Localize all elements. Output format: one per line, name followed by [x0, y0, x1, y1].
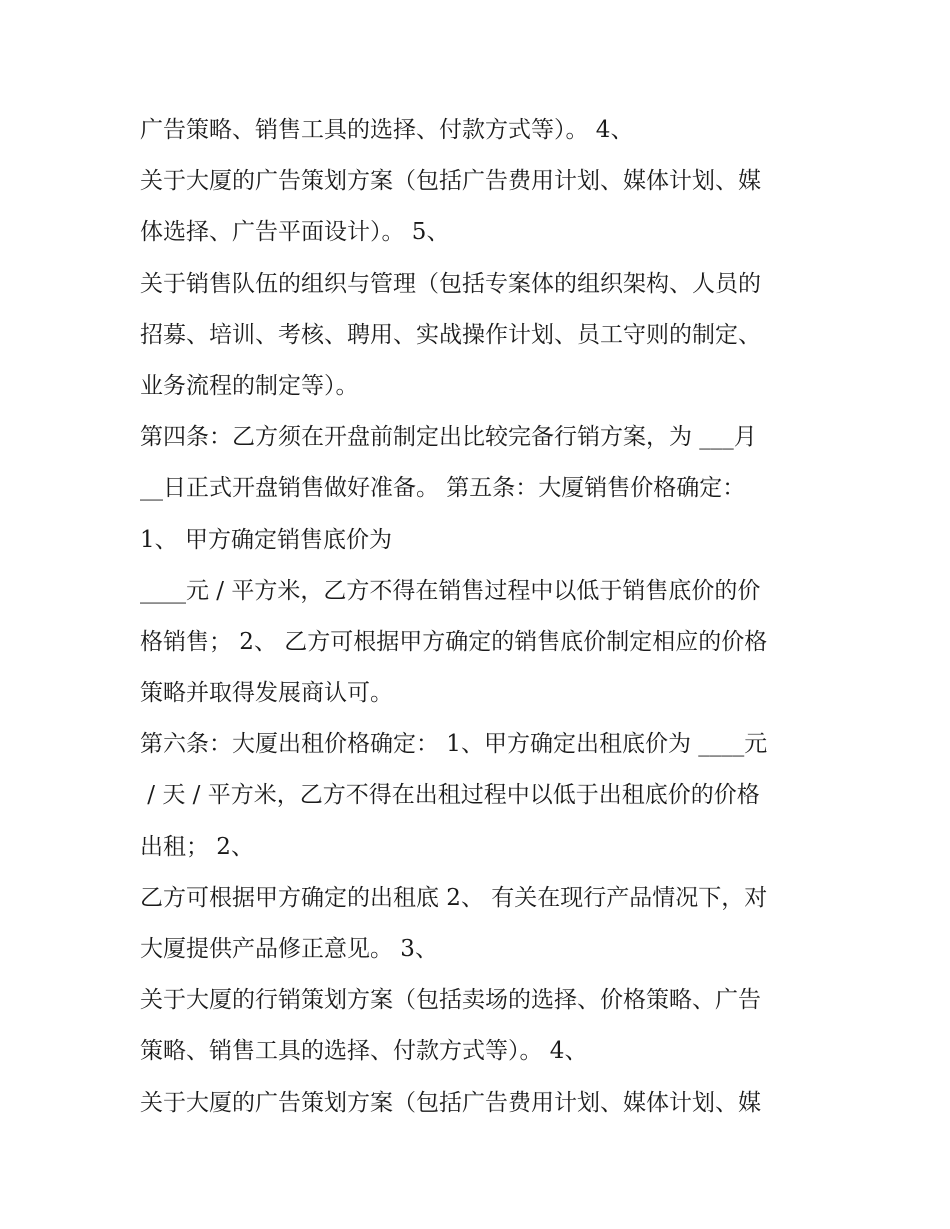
text-line: 格销售； 2、 乙方可根据甲方确定的销售底价制定相应的价格: [140, 628, 768, 655]
text-line: 关于大厦的行销策划方案（包括卖场的选择、价格策略、广告: [140, 987, 761, 1014]
text-line: 关于销售队伍的组织与管理（包括专案体的组织架构、人员的: [140, 270, 761, 297]
text-line: 1、 甲方确定销售底价为: [140, 526, 392, 553]
text-line: 关于大厦的广告策划方案（包括广告费用计划、媒体计划、媒: [140, 1089, 761, 1116]
text-line: 广告策略、销售工具的选择、付款方式等）。 4、: [140, 117, 634, 143]
text-line: 策略、销售工具的选择、付款方式等）。 4、: [140, 1038, 588, 1065]
text-line: 第六条：大厦出租价格确定： 1、甲方确定出租底价为 ____元: [140, 731, 768, 758]
text-line: 乙方可根据甲方确定的出租底 2、 有关在现行产品情况下，对: [140, 884, 768, 911]
text-line: 大厦提供产品修正意见。 3、: [140, 936, 438, 962]
text-line: 第四条：乙方须在开盘前制定出比较完备行销方案，为 ___月: [140, 424, 757, 451]
text-line: 业务流程的制定等）。: [140, 372, 359, 399]
text-line: 体选择、广告平面设计）。 5、: [140, 219, 450, 246]
text-line: 策略并取得发展商认可。: [140, 680, 393, 707]
text-line: ____元 / 平方米，乙方不得在销售过程中以低于销售底价的价: [140, 577, 761, 604]
text-line: __日正式开盘销售做好准备。 第五条：大厦销售价格确定：: [140, 475, 746, 502]
text-line: / 天 / 平方米，乙方不得在出租过程中以低于出租底价的价格: [140, 782, 760, 809]
text-line: 招募、培训、考核、聘用、实战操作计划、员工守则的制定、: [140, 321, 761, 348]
document-body: [140, 105, 820, 1129]
text-line: 关于大厦的广告策划方案（包括广告费用计划、媒体计划、媒: [140, 168, 761, 195]
text-line: 出租； 2、: [140, 833, 254, 860]
